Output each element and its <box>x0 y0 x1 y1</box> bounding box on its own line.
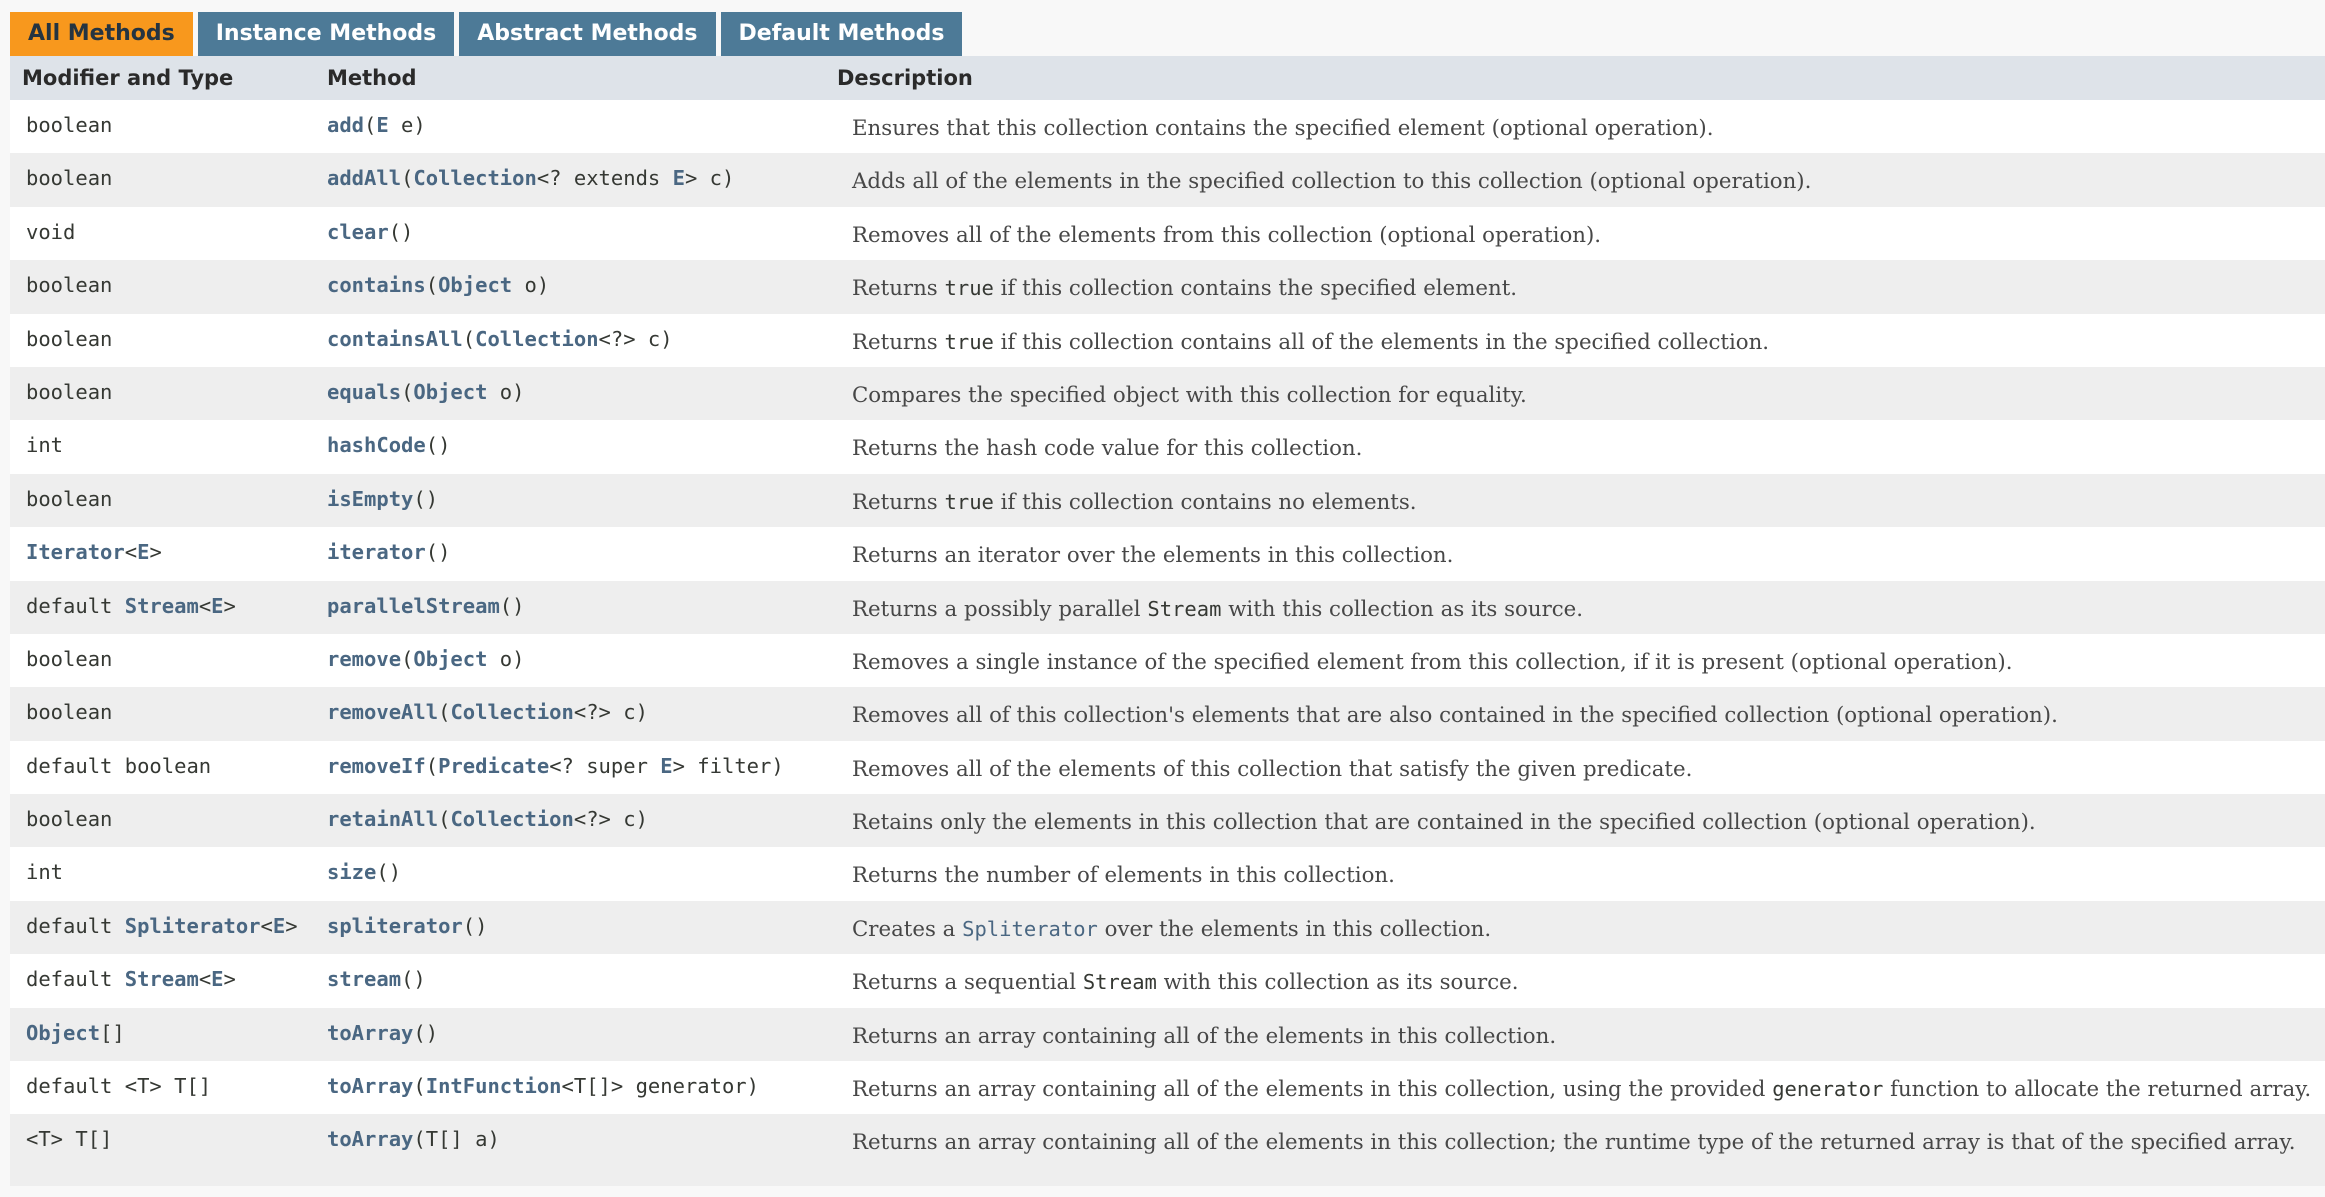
text-segment: > <box>223 967 236 992</box>
text-segment: Returns <box>852 276 945 302</box>
text-segment: Returns an iterator over the elements in this collection. <box>852 543 1454 569</box>
method-link[interactable]: parallelStream <box>327 593 500 618</box>
modifier-and-type-cell <box>10 581 312 618</box>
table-row <box>10 100 2325 153</box>
inline-code: generator <box>1772 1077 1884 1102</box>
text-segment: > <box>285 913 298 938</box>
description-cell <box>832 1114 2325 1155</box>
table-row <box>10 847 2325 900</box>
method-cell <box>312 1114 832 1151</box>
type-link[interactable]: Spliterator <box>124 913 261 938</box>
text-segment: Adds all of the elements in the specified collection to this collection (optional operation). <box>852 169 1812 195</box>
text-segment: ( <box>438 807 451 832</box>
text-segment: boolean <box>26 326 113 351</box>
type-link[interactable]: E <box>211 967 224 992</box>
table-row <box>10 901 2325 954</box>
text-segment: ( <box>438 700 451 725</box>
method-cell <box>312 741 832 778</box>
method-link[interactable]: addAll <box>327 166 402 191</box>
modifier-and-type-cell <box>10 314 312 351</box>
text-segment: <?> c) <box>573 700 648 725</box>
text-segment: <T[]> generator) <box>561 1074 759 1099</box>
description-cell <box>832 687 2325 728</box>
text-segment: > <box>149 540 162 565</box>
description-cell <box>832 260 2325 301</box>
type-link[interactable]: Collection <box>413 166 537 191</box>
method-cell <box>312 954 832 991</box>
table-row <box>10 687 2325 740</box>
text-segment: Retains only the elements in this collection that are contained in the specified collection (optional operation). <box>852 810 2036 836</box>
table-row <box>10 794 2325 847</box>
text-segment: () <box>388 219 414 244</box>
header-method: Method <box>327 66 417 90</box>
inline-code: Stream <box>1147 596 1222 621</box>
text-segment: boolean <box>26 379 113 404</box>
table-row <box>10 1061 2325 1114</box>
method-cell <box>312 1008 832 1045</box>
text-segment: Compares the specified object with this collection for equality. <box>852 382 1527 408</box>
text-segment: ( <box>425 753 439 778</box>
description-cell <box>832 741 2325 782</box>
type-link[interactable]: Stream <box>124 593 199 618</box>
text-segment: ( <box>401 646 414 671</box>
text-segment: Returns an array containing all of the elements in this collection. <box>852 1023 1557 1049</box>
text-segment: ( <box>462 326 476 351</box>
text-segment: if this collection contains no elements. <box>993 489 1417 515</box>
method-link[interactable]: clear <box>327 219 389 244</box>
method-link[interactable]: add <box>327 113 365 137</box>
method-link[interactable]: stream <box>327 967 402 992</box>
text-segment: with this collection as its source. <box>1156 970 1519 996</box>
method-link[interactable]: spliterator <box>327 913 463 938</box>
method-link[interactable]: removeIf <box>327 753 426 778</box>
tab-default-methods[interactable]: Default Methods <box>721 12 963 56</box>
modifier-and-type-cell <box>10 367 312 404</box>
table-row <box>10 741 2325 794</box>
text-segment: <?> c) <box>598 326 673 351</box>
modifier-and-type-cell <box>10 260 312 297</box>
method-cell <box>312 100 832 137</box>
text-segment: ( <box>401 379 414 404</box>
method-link[interactable]: removeAll <box>327 700 439 725</box>
text-segment: o) <box>487 379 525 404</box>
text-segment: int <box>26 433 64 458</box>
method-cell <box>312 260 832 297</box>
type-link[interactable]: E <box>272 913 286 938</box>
type-link[interactable]: Object <box>26 1020 101 1045</box>
text-segment: with this collection as its source. <box>1221 596 1584 622</box>
text-segment: <? super <box>549 753 661 778</box>
text-segment: Creates a <box>852 916 963 942</box>
description-cell <box>832 1061 2325 1102</box>
text-segment: < <box>198 967 212 992</box>
text-segment: Returns the hash code value for this collection. <box>852 436 1363 462</box>
text-segment: default <T> T[] <box>26 1074 212 1099</box>
method-cell <box>312 687 832 724</box>
table-row <box>10 634 2325 687</box>
method-link[interactable]: contains <box>327 273 426 298</box>
description-cell <box>832 794 2325 835</box>
text-segment: () <box>462 913 488 938</box>
type-link[interactable]: E <box>672 166 685 191</box>
method-cell <box>312 153 832 190</box>
inline-code: true <box>944 489 994 514</box>
modifier-and-type-cell <box>10 1114 312 1151</box>
text-segment: default boolean <box>26 753 212 778</box>
type-link[interactable]: Collection <box>475 326 599 351</box>
text-segment: boolean <box>26 486 113 511</box>
method-cell <box>312 794 832 831</box>
modifier-and-type-cell <box>10 1061 312 1098</box>
method-link[interactable]: toArray <box>327 1127 414 1152</box>
inline-code-link[interactable]: Spliterator <box>962 916 1098 941</box>
description-cell <box>832 367 2325 408</box>
text-segment: Returns <box>852 329 945 355</box>
method-link[interactable]: containsAll <box>327 326 463 351</box>
modifier-and-type-cell <box>10 474 312 511</box>
method-cell <box>312 1061 832 1098</box>
tab-abstract-methods[interactable]: Abstract Methods <box>459 12 715 56</box>
description-cell <box>832 634 2325 675</box>
table-row <box>10 954 2325 1007</box>
modifier-and-type-cell <box>10 100 312 137</box>
description-cell <box>832 1008 2325 1049</box>
text-segment: boolean <box>26 113 113 137</box>
text-segment: o) <box>512 273 550 298</box>
method-tabs <box>10 12 2325 56</box>
modifier-and-type-cell <box>10 420 312 457</box>
text-segment: () <box>376 860 402 885</box>
text-segment: <T> T[] <box>26 1127 113 1152</box>
type-link[interactable]: Iterator <box>26 540 125 565</box>
table-row <box>10 527 2325 580</box>
modifier-and-type-cell <box>10 794 312 831</box>
modifier-and-type-cell <box>10 954 312 991</box>
method-cell <box>312 314 832 351</box>
text-segment: () <box>425 540 451 565</box>
header-modifier-and-type: Modifier and Type <box>22 66 234 90</box>
method-link[interactable]: remove <box>327 646 402 671</box>
text-segment: Removes all of the elements of this collection that satisfy the given predicate. <box>852 756 1693 782</box>
type-link[interactable]: E <box>376 113 389 137</box>
text-segment: boolean <box>26 807 113 832</box>
type-link[interactable]: IntFunction <box>425 1074 562 1099</box>
text-segment: (T[] a) <box>413 1127 500 1152</box>
text-segment: () <box>413 1020 439 1045</box>
text-segment: <?> c) <box>573 807 648 832</box>
method-cell <box>312 581 832 618</box>
type-link[interactable]: Object <box>413 646 488 671</box>
text-segment: () <box>413 486 439 511</box>
text-segment: o) <box>487 646 525 671</box>
text-segment: default <box>26 593 125 618</box>
text-segment: > <box>223 593 236 618</box>
text-segment: if this collection contains all of the elements in the specified collection. <box>993 329 1770 355</box>
text-segment: boolean <box>26 646 113 671</box>
text-segment: if this collection contains the specified element. <box>993 276 1518 302</box>
text-segment: int <box>26 860 64 885</box>
text-segment: Returns a possibly parallel <box>852 596 1148 622</box>
text-segment: boolean <box>26 273 113 298</box>
method-link[interactable]: equals <box>327 379 402 404</box>
description-cell <box>832 581 2325 622</box>
description-cell <box>832 954 2325 995</box>
text-segment: ( <box>425 273 439 298</box>
text-segment: [] <box>100 1020 125 1045</box>
header-description: Description <box>837 66 973 90</box>
text-segment: default <box>26 967 125 992</box>
text-segment: boolean <box>26 166 113 191</box>
modifier-and-type-cell <box>10 847 312 884</box>
text-segment: e) <box>388 113 426 137</box>
type-link[interactable]: Collection <box>450 700 574 725</box>
text-segment: Removes all of this collection's elements that are also contained in the specified collection (optional operation). <box>852 703 2058 729</box>
table-bottom-edge <box>10 1168 2325 1186</box>
text-segment: () <box>401 967 426 992</box>
text-segment: Removes all of the elements from this collection (optional operation). <box>852 222 1602 248</box>
method-cell <box>312 474 832 511</box>
text-segment: over the elements in this collection. <box>1097 916 1492 942</box>
type-link[interactable]: Stream <box>124 967 199 992</box>
description-cell <box>832 901 2325 942</box>
text-segment: Returns <box>852 489 945 515</box>
description-cell <box>832 314 2325 355</box>
text-segment: ( <box>364 113 377 137</box>
type-link[interactable]: Object <box>413 379 488 404</box>
inline-code: true <box>944 276 994 301</box>
type-link[interactable]: Object <box>438 273 513 298</box>
table-row <box>10 581 2325 634</box>
description-cell <box>832 207 2325 248</box>
method-summary-table <box>10 56 2325 1186</box>
text-segment: function to allocate the returned array. <box>1883 1077 2312 1103</box>
method-link[interactable]: toArray <box>327 1020 414 1045</box>
method-cell <box>312 847 832 884</box>
table-row <box>10 314 2325 367</box>
table-body <box>10 100 2325 1168</box>
type-link[interactable]: E <box>211 593 224 618</box>
method-cell <box>312 901 832 938</box>
table-row <box>10 1114 2325 1167</box>
text-segment: Ensures that this collection contains the specified element (optional operation). <box>852 116 1714 141</box>
text-segment: () <box>499 593 525 618</box>
method-summary <box>10 12 2325 1186</box>
tab-all-methods[interactable]: All Methods <box>10 12 193 56</box>
table-row <box>10 207 2325 260</box>
type-link[interactable]: E <box>660 753 673 778</box>
description-cell <box>832 847 2325 888</box>
table-row <box>10 367 2325 420</box>
description-cell <box>832 420 2325 461</box>
inline-code: Stream <box>1082 970 1157 995</box>
description-cell <box>832 474 2325 515</box>
text-segment: Returns an array containing all of the elements in this collection, using the provided <box>852 1077 1773 1103</box>
text-segment: void <box>26 219 76 244</box>
text-segment: Returns a sequential <box>852 970 1083 996</box>
table-row <box>10 1008 2325 1061</box>
table-header <box>10 56 2325 100</box>
text-segment: () <box>425 433 451 458</box>
method-cell <box>312 634 832 671</box>
description-cell <box>832 153 2325 194</box>
text-segment: < <box>198 593 212 618</box>
method-link[interactable]: size <box>327 860 377 885</box>
text-segment: <? extends <box>536 166 673 191</box>
modifier-and-type-cell <box>10 207 312 244</box>
method-link[interactable]: iterator <box>327 540 426 565</box>
description-cell <box>832 100 2325 141</box>
modifier-and-type-cell <box>10 1008 312 1045</box>
inline-code: true <box>944 329 994 354</box>
modifier-and-type-cell <box>10 153 312 190</box>
method-link[interactable]: hashCode <box>327 433 426 458</box>
method-link[interactable]: isEmpty <box>327 486 414 511</box>
type-link[interactable]: Collection <box>450 807 574 832</box>
text-segment: Returns the number of elements in this collection. <box>852 863 1395 889</box>
text-segment: > filter) <box>672 753 784 778</box>
method-cell <box>312 367 832 404</box>
table-row <box>10 474 2325 527</box>
type-link[interactable]: Predicate <box>438 753 550 778</box>
modifier-and-type-cell <box>10 634 312 671</box>
text-segment: Removes a single instance of the specified element from this collection, if it is present (optional operation). <box>852 649 2013 675</box>
method-link[interactable]: toArray <box>327 1074 414 1099</box>
text-segment: < <box>260 913 273 938</box>
modifier-and-type-cell <box>10 901 312 938</box>
text-segment: boolean <box>26 700 113 725</box>
method-cell <box>312 527 832 564</box>
modifier-and-type-cell <box>10 741 312 778</box>
modifier-and-type-cell <box>10 687 312 724</box>
modifier-and-type-cell <box>10 527 312 564</box>
table-row <box>10 153 2325 206</box>
tab-instance-methods[interactable]: Instance Methods <box>198 12 455 56</box>
text-segment: ( <box>413 1074 426 1099</box>
method-cell <box>312 207 832 244</box>
method-link[interactable]: retainAll <box>327 807 439 832</box>
method-cell <box>312 420 832 457</box>
table-row <box>10 260 2325 313</box>
text-segment: default <box>26 913 125 938</box>
type-link[interactable]: E <box>137 540 150 565</box>
text-segment: Returns an array containing all of the elements in this collection; the runtime type of the returned array is that of the specified array. <box>852 1130 2296 1156</box>
text-segment: < <box>124 540 138 565</box>
text-segment: ( <box>401 166 414 191</box>
description-cell <box>832 527 2325 568</box>
text-segment: > c) <box>684 166 735 191</box>
table-row <box>10 420 2325 473</box>
